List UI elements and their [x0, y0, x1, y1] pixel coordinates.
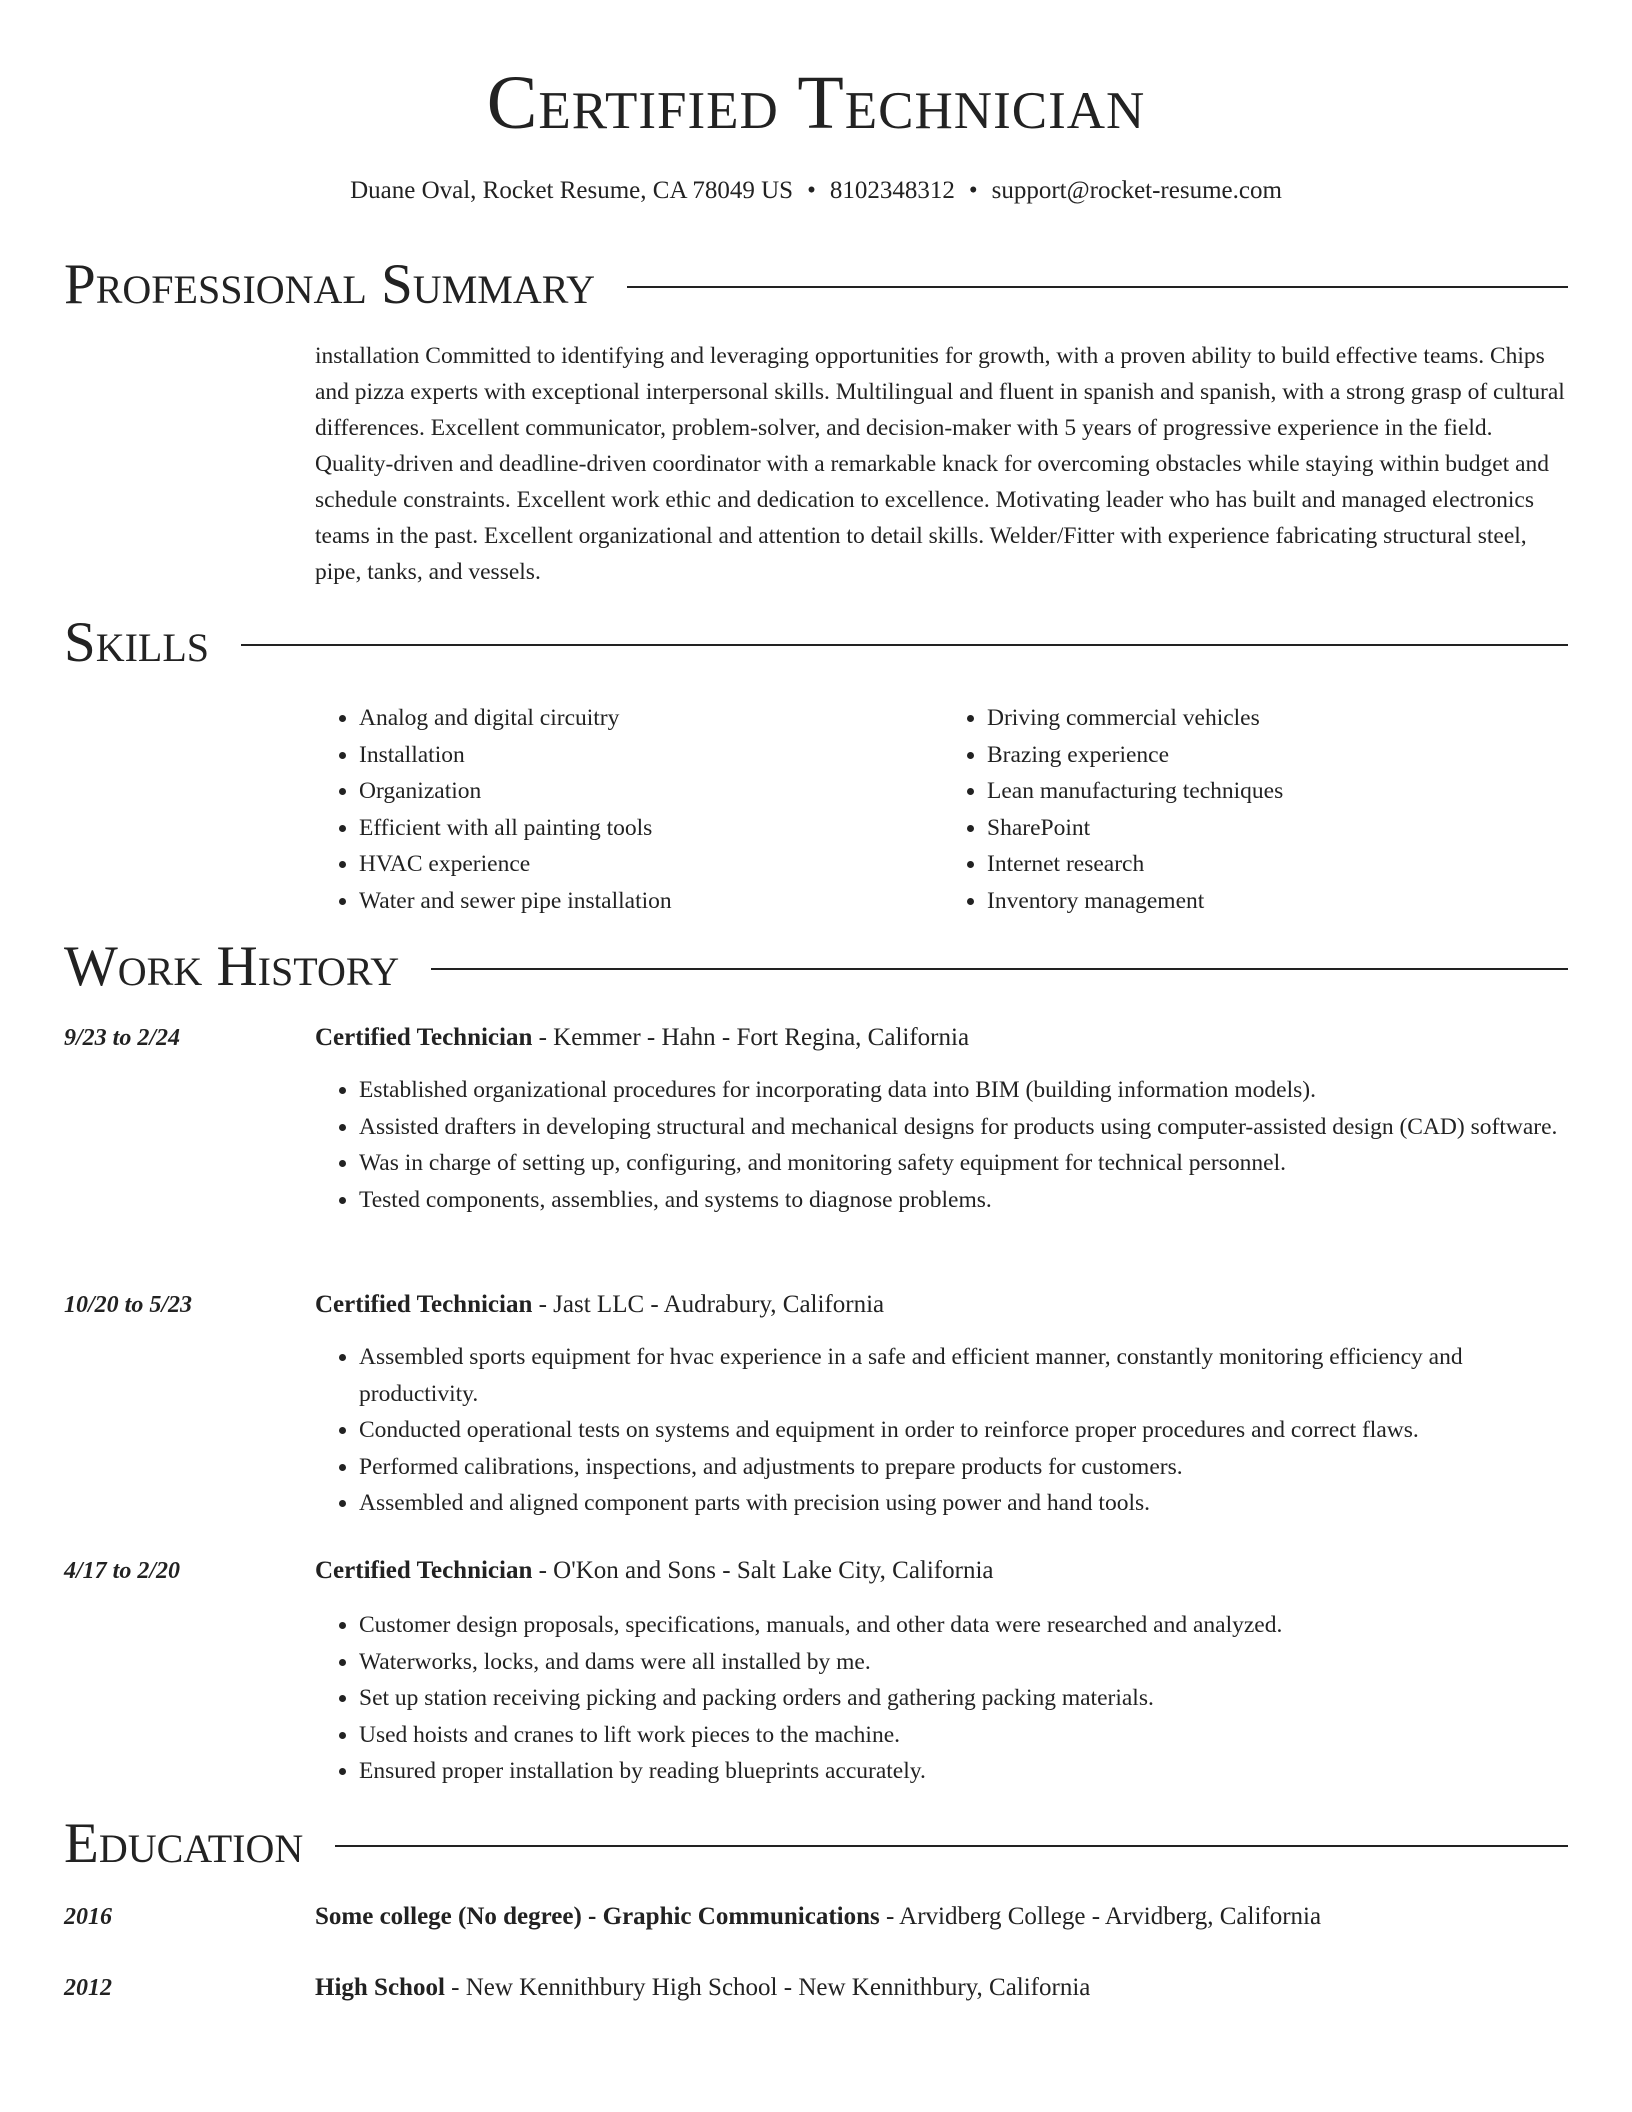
job-dates: 9/23 to 2/24 [64, 1025, 181, 1051]
section-header-work-history [64, 934, 1568, 1000]
skill-item: • Analog and digital circuitry [359, 700, 931, 737]
job-role: Certified Technician [315, 1291, 533, 1318]
job-bullet: • Used hoists and cranes to lift work pieces to the machine. [359, 1717, 1573, 1754]
skill-item: • Installation [359, 737, 931, 774]
section-header-summary [64, 252, 1568, 318]
job-dates: 10/20 to 5/23 [64, 1292, 193, 1318]
contact-phone: 8102348312 [829, 177, 955, 204]
job-bullet: • Assembled and aligned component parts with precision using power and hand tools. [359, 1485, 1573, 1522]
section-title-education: Education [64, 1812, 304, 1875]
section-header-skills [64, 610, 1568, 676]
contact-address: Duane Oval, Rocket Resume, CA 78049 US [350, 177, 794, 204]
education-degree: Some college (No degree) - Graphic Communications [315, 1903, 880, 1930]
contact-line [0, 174, 1632, 208]
section-title-work-history: Work History [64, 935, 400, 998]
job-bullets [315, 1339, 1573, 1522]
job-bullet: • Waterworks, locks, and dams were all installed by me. [359, 1644, 1573, 1681]
job-title-line [315, 1287, 884, 1323]
skill-item: • Lean manufacturing techniques [987, 773, 1559, 810]
job-bullets [315, 1607, 1573, 1790]
skills-list [315, 700, 1573, 919]
education-line [315, 1970, 1090, 2006]
section-title-skills: Skills [64, 611, 210, 674]
job-bullet: • Conducted operational tests on systems and equipment in order to reinforce proper procedures and correct flaws. [359, 1412, 1573, 1449]
job-title-line [315, 1020, 969, 1056]
section-divider [335, 1845, 1568, 1847]
job-bullet: • Customer design proposals, specifications, manuals, and other data were researched and analyzed. [359, 1607, 1573, 1644]
job-bullet: • Assembled sports equipment for hvac experience in a safe and efficient manner, constantly monitoring efficiency and productivity. [359, 1339, 1573, 1412]
education-school: - New Kennithbury High School - New Kennithbury, California [444, 1974, 1091, 2001]
contact-separator: • [968, 177, 978, 204]
resume-name-title: Certified Technician [486, 61, 1146, 145]
skill-item: • Efficient with all painting tools [359, 810, 931, 847]
job-dates: 4/17 to 2/20 [64, 1558, 181, 1584]
education-year: 2012 [64, 1975, 112, 2001]
skills-column-left [315, 700, 931, 919]
skill-item: • Internet research [987, 846, 1559, 883]
contact-email: support@rocket-resume.com [991, 177, 1282, 204]
job-bullet: • Tested components, assemblies, and systems to diagnose problems. [359, 1182, 1573, 1219]
education-degree: High School [315, 1974, 445, 2001]
skill-item: • Water and sewer pipe installation [359, 883, 931, 920]
skill-item: • Organization [359, 773, 931, 810]
job-title-line [315, 1553, 994, 1589]
section-title-summary: Professional Summary [64, 253, 596, 316]
skill-item: • Driving commercial vehicles [987, 700, 1559, 737]
job-employer: - Kemmer - Hahn - Fort Regina, California [532, 1024, 970, 1051]
contact-separator: • [807, 177, 816, 204]
job-employer: - Jast LLC - Audrabury, California [532, 1291, 885, 1318]
education-line [315, 1899, 1321, 1935]
skill-item: • HVAC experience [359, 846, 931, 883]
job-employer: - O'Kon and Sons - Salt Lake City, California [532, 1557, 994, 1584]
education-year: 2016 [64, 1904, 112, 1930]
job-bullets [315, 1072, 1573, 1218]
skill-item: • Brazing experience [987, 737, 1559, 774]
skill-item: • SharePoint [987, 810, 1559, 847]
job-bullet: • Established organizational procedures for incorporating data into BIM (building information models). [359, 1072, 1573, 1109]
job-bullet: • Ensured proper installation by reading blueprints accurately. [359, 1753, 1573, 1790]
skill-item: • Inventory management [987, 883, 1559, 920]
job-role: Certified Technician [315, 1557, 533, 1584]
job-bullet: • Was in charge of setting up, configuring, and monitoring safety equipment for technical personnel. [359, 1145, 1573, 1182]
section-header-education [64, 1811, 1568, 1877]
job-role: Certified Technician [315, 1024, 533, 1051]
summary-text: installation Committed to identifying and leveraging opportunities for growth, with a proven ability to build effective teams. Chips and pizza experts with exceptional interpersonal skills. Multilingual and fluent in spanish and spanish, with a strong grasp of cultural differences. Excellent communicator, problem-solver, and decision-maker with 5 years of progressive experience in the field. Quality-driven and deadline-driven coordinator with a remarkable knack for overcoming obstacles while staying within budget and schedule constraints. Excellent work ethic and dedication to excellence. Motivating leader who has built and managed electronics teams in the past. Excellent organizational and attention to detail skills. Welder/Fitter with experience fabricating structural steel, pipe, tanks, and vessels. [315, 343, 1565, 585]
job-bullet: • Assisted drafters in developing structural and mechanical designs for products using computer-assisted design (CAD) software. [359, 1109, 1573, 1146]
education-school: - Arvidberg College - Arvidberg, California [879, 1903, 1322, 1930]
skills-column-right [931, 700, 1559, 919]
section-divider [627, 286, 1568, 288]
section-divider [241, 644, 1568, 646]
job-bullet: • Set up station receiving picking and packing orders and gathering packing materials. [359, 1680, 1573, 1717]
section-divider [431, 968, 1568, 970]
job-bullet: • Performed calibrations, inspections, and adjustments to prepare products for customers. [359, 1449, 1573, 1486]
